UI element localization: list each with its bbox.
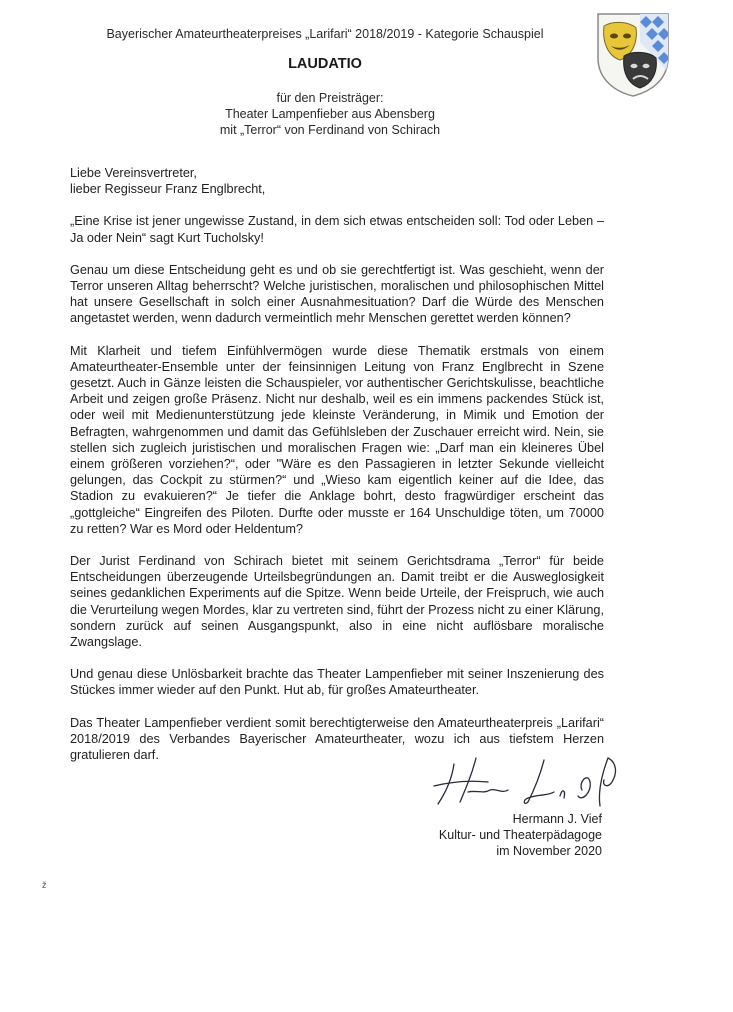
document-title: LAUDATIO — [288, 56, 362, 72]
margin-mark: ž — [42, 880, 47, 890]
salutation: Liebe Vereinsvertreter, lieber Regisseur Franz Englbrecht, — [70, 166, 266, 197]
body-paragraph: Das Theater Lampenfieber verdient somit berechtigterweise den Amateurtheaterpreis „Larifari“ 2018/2019 des Verbandes Bayerischer Amateurtheater, wozu ich aus tiefstem Herzen gratulieren darf. — [70, 715, 604, 763]
body-paragraph: Genau um diese Entscheidung geht es und ob sie gerechtfertigt ist. Was geschieht, wenn der Terror unseren Alltag beherrscht? Welche juristischen, moralischen und philosophischen Mittel hat unsere Gesellschaft in solch einer Ausnahmesituation? Darf die Würde des Menschen angetastet werden, wenn dadurch vermeintlich mehr Menschen gerettet werden können? — [70, 262, 604, 326]
intro-line: für den Preisträger: — [276, 91, 384, 105]
letter-body — [70, 165, 604, 763]
intro-line: mit „Terror“ von Ferdinand von Schirach — [219, 123, 441, 137]
intro-block — [140, 90, 520, 138]
signer-name: Hermann J. Vief — [512, 812, 602, 826]
body-paragraph: Mit Klarheit und tiefem Einfühlvermögen wurde diese Thematik erstmals von einem Amateurtheater-Ensemble unter der feinsinnigen Leitung von Franz Englbrecht in Szene gesetzt. Auch in Gänze leisten die Schauspieler, vor authentischer Gerichtskulisse, beachtliche Arbeit und zeigen große Präsenz. Nicht nur deshalb, weil es ein immens packendes Stück ist, oder weil mit Medienunterstützung jede kleinste Veränderung, in Mimik und Emotion der Befragten, wahrgenommen und damit das Gefühlsleben der Zuschauer erreicht wird. Nein, sie stellen sich zugleich juristischen und moralischen Fragen wie: „Darf man ein kleineres Übel einem größeren vorziehen?“, oder "Wäre es den Passagieren in letzter Sekunde vielleicht gelungen, das Cockpit zu stürmen?“ und „Wieso kam eigentlich keiner auf die Idee, das Stadion zu evakuieren?“ Je tiefer die Anklage bohrt, desto fragwürdiger erscheint das „gottgleiche“ Eingreifen des Piloten. Durfte oder musste er 164 Unschuldige töten, um 70000 zu retten? War es Mord oder Heldentum? — [70, 343, 604, 536]
body-paragraph: Der Jurist Ferdinand von Schirach bietet mit seinem Gerichtsdrama „Terror“ für beide Entscheidungen überzeugende Urteilsbegründungen an. Damit treibt er die Ausweglosigkeit seines gedanklichen Experiments auf die Spitze. Wenn beide Urteile, der Freispruch, wie auch die Verurteilung wegen Mordes, klar zu vertreten sind, führt der Prozess nicht zu einer Klärung, sondern zurück auf seinen Ausgangspunkt, also in eine nicht auflösbare moralische Zwangslage. — [70, 554, 604, 650]
body-paragraph: „Eine Krise ist jener ungewisse Zustand, in dem sich etwas entscheiden soll: Tod oder Leben – Ja oder Nein“ sagt Kurt Tucholsky! — [70, 214, 604, 245]
signature-block — [390, 811, 602, 859]
theatre-masks-crest-icon — [594, 12, 672, 98]
body-paragraph: Und genau diese Unlösbarkeit brachte das Theater Lampenfieber mit seiner Inszenierung des Stückes immer wieder auf den Punkt. Hut ab, für großes Amateurtheater. — [70, 667, 604, 698]
signature-date: im November 2020 — [496, 844, 602, 858]
handwritten-signature — [432, 752, 632, 810]
header-line: Bayerischer Amateurtheaterpreises „Larifari“ 2018/2019 - Kategorie Schauspiel — [106, 27, 544, 41]
intro-line: Theater Lampenfieber aus Abensberg — [225, 107, 435, 121]
signer-role: Kultur- und Theaterpädagoge — [438, 828, 602, 842]
